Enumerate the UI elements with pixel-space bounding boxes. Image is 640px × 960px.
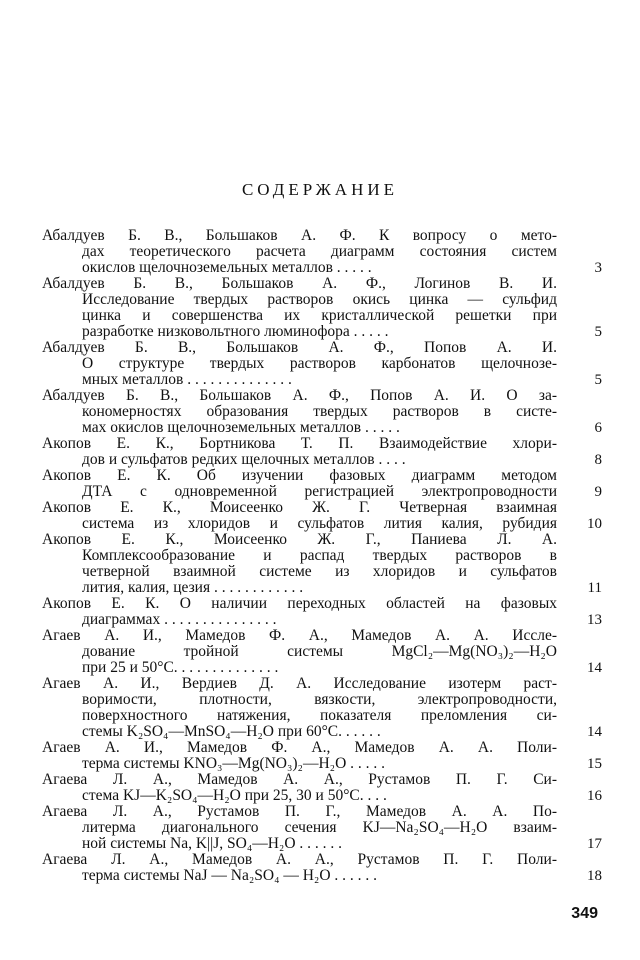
entry-line: цинка и совершенства их кристаллической решетки при: [82, 308, 557, 324]
entry-line: воримости, плотности, вязкости, электропроводности,: [82, 692, 557, 708]
entry-line: ной системы Na, K||J, SO₄—H₂O . . . . . .: [82, 836, 343, 852]
entry-line: Агаева Л. А., Мамедов А. А., Рустамов П. Г. Си-: [42, 772, 557, 788]
entry-line: Исследование твердых растворов окись цинка — сульфид: [82, 292, 557, 308]
entry-page-number: 15: [587, 756, 602, 772]
entry-line: Акопов Е. К., Бортникова Т. П. Взаимодействие хлори-: [42, 436, 557, 452]
entry-line: Акопов Е. К. О наличии переходных областей на фазовых: [42, 596, 557, 612]
entry-line: литерма диагонального сечения KJ—Na₂SO₄—H₂O взаим-: [82, 820, 557, 836]
entry-line: Абалдуев Б. В., Большаков А. Ф., Логинов В. И.: [42, 276, 557, 292]
entry-line: терма системы KNO₃—Mg(NO₃)₂—H₂O . . . . .: [82, 756, 386, 772]
entry-line: О структуре твердых растворов карбонатов щелочнозе-: [82, 356, 557, 372]
entry-page-number: 9: [594, 484, 602, 500]
page-number: 349: [571, 905, 598, 922]
entry-line: Абалдуев Б. В., Большаков А. Ф. К вопросу о мето-: [42, 228, 557, 244]
toc-entry: [42, 852, 602, 884]
entry-line: Комплексообразование и распад твердых растворов в: [82, 548, 557, 564]
toc-entry: [42, 500, 602, 532]
entry-line: при 25 и 50°С. . . . . . . . . . . . . .: [82, 660, 279, 676]
page-title: СОДЕРЖАНИЕ: [241, 180, 399, 199]
entry-line: дах теоретического расчета диаграмм состояния систем: [82, 244, 557, 260]
toc-entry: [42, 340, 602, 388]
entry-line: Агаев А. И., Мамедов Ф. А., Мамедов А. А. Поли-: [42, 740, 557, 756]
table-of-contents: [42, 228, 602, 884]
entry-line: лития, калия, цезия . . . . . . . . . . . .: [82, 580, 304, 596]
toc-entry: [42, 772, 602, 804]
entry-line: дование тройной системы MgCl₂—Mg(NO₃)₂—H₂O: [82, 644, 557, 660]
entry-line: система из хлоридов и сульфатов лития калия, рубидия: [82, 516, 557, 532]
entry-page-number: 10: [587, 516, 602, 532]
entry-line: разработке низковольтного люминофора . . . . .: [82, 324, 389, 340]
entry-page-number: 5: [594, 324, 602, 340]
toc-entry: [42, 276, 602, 340]
entry-line: стемы K₂SO₄—MnSO₄—H₂O при 60°С. . . . . .: [82, 724, 381, 740]
entry-line: поверхностного натяжения, показателя преломления си-: [82, 708, 557, 724]
toc-entry: [42, 468, 602, 500]
toc-entry: [42, 804, 602, 852]
entry-page-number: 16: [587, 788, 602, 804]
entry-line: четверной взаимной системе из хлоридов и сульфатов: [82, 564, 557, 580]
entry-line: мных металлов . . . . . . . . . . . . . .: [82, 372, 292, 388]
toc-entry: [42, 228, 602, 276]
entry-line: кономерностях образования твердых растворов в систе-: [82, 404, 557, 420]
toc-entry: [42, 388, 602, 436]
entry-page-number: 11: [587, 580, 602, 596]
entry-line: Акопов Е. К., Моисеенко Ж. Г., Паниева Л. А.: [42, 532, 557, 548]
entry-line: Акопов Е. К. Об изучении фазовых диаграмм методом: [42, 468, 557, 484]
entry-page-number: 8: [594, 452, 602, 468]
toc-entry: [42, 532, 602, 596]
entry-line: Агаев А. И., Мамедов Ф. А., Мамедов А. А. Иссле-: [42, 628, 557, 644]
entry-line: Абалдуев Б. В., Большаков А. Ф., Попов А. И.: [42, 340, 557, 356]
entry-line: ДТА с одновременной регистрацией электропроводности: [82, 484, 557, 500]
toc-entry: [42, 436, 602, 468]
entry-line: мах окислов щелочноземельных металлов . . . . .: [82, 420, 400, 436]
entry-line: Агаева Л. А., Рустамов П. Г., Мамедов А. А. По-: [42, 804, 557, 820]
entry-line: Агаев А. И., Вердиев Д. А. Исследование изотерм раст-: [42, 676, 557, 692]
entry-line: терма системы NaJ — Na₂SO₄ — H₂O . . . . . .: [82, 868, 378, 884]
entry-line: окислов щелочноземельных металлов . . . . .: [82, 260, 372, 276]
entry-line: Акопов Е. К., Моисеенко Ж. Г. Четверная взаимная: [42, 500, 557, 516]
toc-entry: [42, 596, 602, 628]
entry-line: дов и сульфатов редких щелочных металлов . . . .: [82, 452, 406, 468]
toc-entry: [42, 628, 602, 676]
entry-page-number: 18: [587, 868, 602, 884]
toc-entry: [42, 676, 602, 740]
entry-page-number: 14: [587, 724, 602, 740]
entry-line: Агаева Л. А., Мамедов А. А., Рустамов П. Г. Поли-: [42, 852, 557, 868]
toc-entry: [42, 740, 602, 772]
entry-line: диаграммах . . . . . . . . . . . . . . .: [82, 612, 277, 628]
entry-page-number: 17: [587, 836, 602, 852]
entry-page-number: 5: [594, 372, 602, 388]
entry-page-number: 3: [594, 260, 602, 276]
entry-line: Абалдуев Б. В., Большаков А. Ф., Попов А. И. О за-: [42, 388, 557, 404]
entry-line: стема KJ—K₂SO₄—H₂O при 25, 30 и 50°С. . . .: [82, 788, 387, 804]
entry-page-number: 13: [587, 612, 602, 628]
entry-page-number: 14: [587, 660, 602, 676]
entry-page-number: 6: [594, 420, 602, 436]
